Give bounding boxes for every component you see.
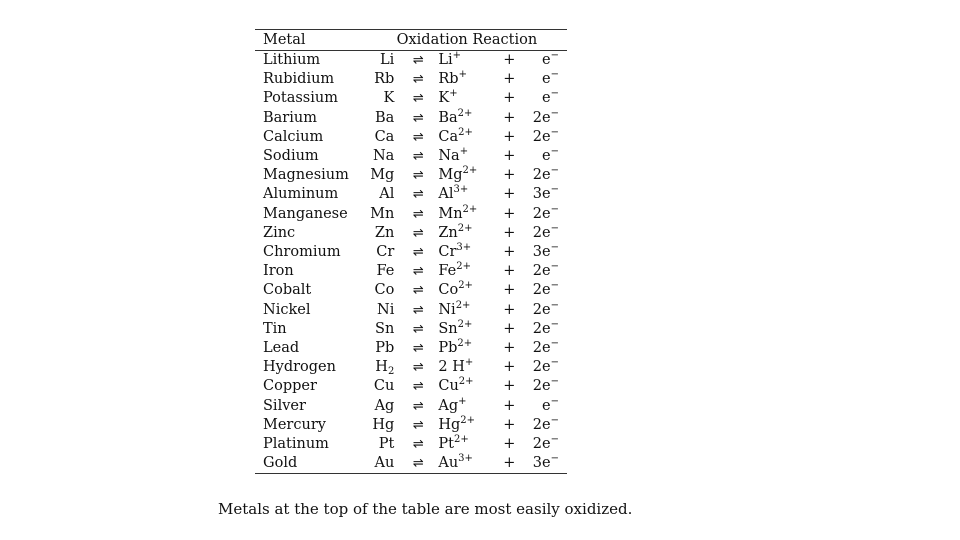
equilibrium-arrow-icon: ⇌ — [412, 225, 424, 241]
electron-count: 2e — [532, 359, 551, 376]
table-row — [255, 166, 567, 185]
oxidation-table — [255, 29, 567, 474]
metal-symbol — [367, 128, 401, 147]
metal-name: Nickel — [263, 301, 311, 318]
ion-charge: 2+ — [460, 414, 476, 426]
electron-charge: − — [550, 107, 559, 119]
ion — [436, 109, 496, 128]
metal-symbol — [367, 166, 401, 185]
ion-base: Ag — [438, 397, 459, 414]
table-row — [255, 147, 567, 166]
metal-name: Copper — [263, 378, 317, 395]
ion — [436, 166, 496, 185]
ion-base: Li — [438, 52, 453, 68]
table-header-row — [255, 30, 567, 51]
electron-charge: − — [550, 357, 559, 369]
table-row — [255, 281, 567, 300]
symbol-text: Au — [374, 455, 395, 472]
symbol-text: Rb — [374, 71, 395, 88]
equilibrium-arrow-icon: ⇌ — [412, 168, 424, 184]
electron-count: 3e — [532, 455, 551, 472]
electrons — [522, 262, 567, 281]
plus-sign: + — [503, 320, 516, 337]
electron-charge: − — [550, 299, 559, 311]
metal-symbol — [367, 70, 401, 89]
table-row — [255, 51, 567, 71]
electron-charge: − — [550, 261, 559, 273]
symbol-text: Fe — [376, 263, 395, 280]
plus-sign: + — [503, 359, 516, 376]
symbol-text: K — [383, 90, 395, 107]
ion-base: Na — [438, 148, 460, 165]
ion-charge: 2+ — [453, 434, 469, 446]
metal-name: Magnesium — [263, 167, 349, 184]
ion — [436, 435, 496, 454]
electron-charge: − — [550, 395, 559, 407]
plus-sign: + — [503, 128, 516, 145]
electrons — [522, 281, 567, 300]
metal-name: Cobalt — [263, 282, 312, 299]
ion-charge: 3+ — [458, 453, 473, 465]
table-row — [255, 70, 567, 89]
table-row — [255, 339, 567, 358]
plus-sign: + — [503, 301, 516, 318]
symbol-text: Ca — [374, 128, 395, 145]
ion — [436, 147, 496, 166]
equilibrium-arrow-icon: ⇌ — [412, 53, 424, 68]
metal-name: Zinc — [263, 224, 296, 241]
ion-base: 2 H — [438, 359, 465, 376]
table-row — [255, 224, 567, 243]
ion — [436, 224, 496, 243]
ion — [436, 454, 496, 474]
metal-name: Silver — [263, 397, 306, 414]
ion — [436, 205, 496, 224]
ion-charge: + — [464, 357, 474, 369]
ion-base: Mn — [438, 205, 463, 222]
equilibrium-arrow-icon: ⇌ — [412, 283, 424, 299]
electron-count: 2e — [532, 282, 551, 299]
plus-sign: + — [503, 90, 516, 107]
plus-sign: + — [503, 282, 516, 299]
table-row — [255, 320, 567, 339]
ion — [436, 89, 496, 108]
electron-charge: − — [550, 203, 559, 215]
metal-symbol — [367, 301, 401, 320]
electron-charge: − — [550, 88, 559, 100]
table-row — [255, 454, 567, 474]
plus-sign: + — [503, 186, 516, 203]
electrons — [522, 358, 567, 377]
ion — [436, 377, 496, 396]
ion — [436, 51, 496, 71]
ion-charge: 2+ — [456, 261, 471, 273]
electrons — [522, 185, 567, 204]
electron-charge: − — [550, 434, 559, 446]
ion-charge: 2+ — [462, 203, 478, 215]
equilibrium-arrow-icon: ⇌ — [400, 454, 436, 474]
ion-base: Rb — [438, 71, 459, 88]
ion-base: Ni — [438, 301, 456, 318]
ion-base: Au — [438, 455, 459, 472]
ion — [436, 416, 496, 435]
electron-count: 2e — [532, 320, 551, 337]
ion — [436, 281, 496, 300]
equilibrium-arrow-icon: ⇌ — [412, 245, 424, 261]
electron-count: e — [542, 71, 551, 88]
metal-name: Hydrogen — [263, 359, 336, 376]
symbol-text: Pt — [378, 436, 395, 453]
electrons — [522, 416, 567, 435]
ion-charge: + — [458, 69, 467, 81]
ion-charge: + — [452, 50, 462, 61]
plus-sign: + — [503, 71, 516, 88]
equilibrium-arrow-icon: ⇌ — [412, 110, 424, 126]
ion-base: K — [438, 90, 450, 107]
ion-charge: 3+ — [453, 184, 469, 196]
table-body — [255, 51, 567, 474]
ion-base: Pt — [438, 436, 454, 453]
electrons — [522, 89, 567, 108]
electron-count: 2e — [532, 224, 551, 241]
electrons — [522, 243, 567, 262]
equilibrium-arrow-icon: ⇌ — [412, 206, 424, 222]
ion-charge: 2+ — [458, 280, 473, 292]
electron-charge: − — [550, 165, 559, 177]
ion-base: Fe — [438, 263, 457, 280]
symbol-text: Mg — [370, 167, 395, 184]
electron-count: 2e — [532, 436, 551, 453]
electron-count: 2e — [532, 378, 551, 395]
electron-charge: − — [550, 184, 559, 196]
ion-charge: + — [458, 395, 467, 407]
electrons — [522, 51, 567, 71]
table-row — [255, 128, 567, 147]
header-metal: Metal — [255, 30, 367, 51]
ion-base: Cu — [438, 378, 459, 395]
symbol-subscript: 2 — [387, 366, 395, 378]
metal-name: Potassium — [263, 90, 338, 107]
electrons — [522, 339, 567, 358]
electron-charge: − — [550, 222, 559, 234]
equilibrium-arrow-icon: ⇌ — [412, 264, 424, 280]
metal-name: Platinum — [263, 436, 329, 453]
ion-charge: 3+ — [456, 242, 472, 254]
electrons — [522, 70, 567, 89]
electrons — [522, 109, 567, 128]
equilibrium-arrow-icon: ⇌ — [412, 379, 424, 395]
equilibrium-arrow-icon: ⇌ — [412, 341, 424, 357]
electron-charge: − — [550, 338, 559, 350]
electron-count: e — [542, 397, 551, 414]
table-row — [255, 243, 567, 262]
ion — [436, 185, 496, 204]
symbol-text: Cr — [376, 244, 395, 261]
metal-symbol — [367, 262, 401, 281]
oxidation-table-container — [255, 29, 567, 474]
metal-name: Lead — [263, 340, 300, 357]
ion — [436, 339, 496, 358]
symbol-text: Hg — [372, 416, 395, 433]
electron-charge: − — [550, 453, 559, 465]
equilibrium-arrow-icon: ⇌ — [412, 437, 424, 453]
ion-charge: 2+ — [457, 107, 473, 119]
metal-name: Calcium — [263, 128, 324, 145]
plus-sign: + — [503, 52, 516, 68]
ion-charge: 2+ — [457, 318, 473, 330]
equilibrium-arrow-icon: ⇌ — [412, 149, 424, 165]
table-row — [255, 435, 567, 454]
ion-base: Mg — [438, 167, 463, 184]
electron-charge: − — [550, 50, 559, 61]
metal-symbol — [367, 185, 401, 204]
electron-count: e — [542, 148, 551, 165]
metal-symbol — [367, 454, 401, 474]
equilibrium-arrow-icon: ⇌ — [412, 91, 424, 107]
metal-symbol — [367, 243, 401, 262]
table-row — [255, 262, 567, 281]
electrons — [522, 224, 567, 243]
metal-name: Tin — [263, 320, 287, 337]
electron-count: 2e — [532, 109, 551, 126]
ion-base: Sn — [438, 320, 458, 337]
ion-base: Ca — [438, 128, 459, 145]
metal-symbol — [367, 435, 401, 454]
table-row — [255, 377, 567, 396]
table-row — [255, 89, 567, 108]
plus-sign: + — [503, 263, 516, 280]
metal-symbol — [367, 109, 401, 128]
equilibrium-arrow-icon: ⇌ — [412, 360, 424, 376]
symbol-text: Ni — [377, 301, 395, 318]
metal-name: Lithium — [263, 52, 321, 68]
metal-name: Mercury — [263, 416, 326, 433]
metal-name: Iron — [263, 263, 294, 280]
metal-symbol — [367, 89, 401, 108]
electron-count: 2e — [532, 416, 551, 433]
table-row — [255, 416, 567, 435]
electron-charge: − — [550, 242, 559, 254]
metal-symbol — [367, 397, 401, 416]
equilibrium-arrow-icon: ⇌ — [412, 398, 424, 414]
metal-name: Chromium — [263, 244, 341, 261]
ion — [436, 128, 496, 147]
electron-charge: − — [550, 376, 559, 388]
electron-count: 2e — [532, 167, 551, 184]
electrons — [522, 377, 567, 396]
plus-sign: + — [503, 340, 516, 357]
electrons — [522, 397, 567, 416]
ion-base: Al — [438, 186, 454, 203]
metal-name: Barium — [263, 109, 317, 126]
caption-text: Metals at the top of the table are most easily oxidized. — [218, 500, 633, 518]
symbol-text: Pb — [375, 340, 395, 357]
ion-charge: 2+ — [457, 222, 473, 234]
ion-base: Cr — [438, 244, 457, 261]
metal-name: Gold — [255, 454, 367, 474]
symbol-text: Sn — [375, 320, 395, 337]
ion-charge: 2+ — [455, 299, 471, 311]
electron-charge: − — [550, 69, 559, 81]
ion-base: Pb — [438, 340, 458, 357]
electrons — [522, 147, 567, 166]
ion — [436, 397, 496, 416]
metal-symbol — [367, 224, 401, 243]
equilibrium-arrow-icon: ⇌ — [412, 129, 424, 145]
metal-symbol — [367, 281, 401, 300]
ion-charge: 2+ — [457, 338, 473, 350]
ion — [436, 243, 496, 262]
symbol-text: Li — [380, 52, 395, 68]
electron-count: 3e — [532, 244, 551, 261]
metal-symbol — [367, 205, 401, 224]
electron-count: e — [542, 90, 551, 107]
plus-sign: + — [503, 148, 516, 165]
electron-count: 2e — [532, 128, 551, 145]
plus-sign: + — [503, 397, 516, 414]
metal-name: Aluminum — [263, 186, 339, 203]
ion — [436, 320, 496, 339]
ion-base: Co — [438, 282, 459, 299]
metal-symbol — [367, 51, 401, 71]
plus-sign: + — [497, 454, 522, 474]
equilibrium-arrow-icon: ⇌ — [412, 417, 424, 433]
electron-count: 2e — [532, 263, 551, 280]
electron-charge: − — [550, 126, 559, 138]
plus-sign: + — [503, 205, 516, 222]
equilibrium-arrow-icon: ⇌ — [412, 72, 424, 88]
table-row — [255, 358, 567, 377]
plus-sign: + — [503, 109, 516, 126]
electron-charge: − — [550, 146, 559, 158]
header-oxidation-reaction: Oxidation Reaction — [367, 30, 567, 51]
symbol-text: Cu — [373, 378, 395, 395]
equilibrium-arrow-icon: ⇌ — [412, 187, 424, 203]
electrons — [522, 205, 567, 224]
ion-base: Hg — [438, 416, 461, 433]
equilibrium-arrow-icon: ⇌ — [412, 302, 424, 318]
plus-sign: + — [503, 244, 516, 261]
plus-sign: + — [503, 416, 516, 433]
plus-sign: + — [503, 378, 516, 395]
metal-name: Rubidium — [263, 71, 335, 88]
electrons — [522, 166, 567, 185]
ion-charge: 2+ — [458, 126, 473, 138]
ion — [436, 301, 496, 320]
electron-charge: − — [550, 414, 559, 426]
electrons — [522, 454, 567, 474]
metal-symbol — [367, 377, 401, 396]
ion-charge: 2+ — [458, 376, 474, 388]
metal-symbol — [367, 320, 401, 339]
symbol-text: H — [375, 359, 388, 376]
plus-sign: + — [503, 167, 516, 184]
symbol-text: Co — [374, 282, 395, 299]
table-row — [255, 109, 567, 128]
electrons — [522, 301, 567, 320]
electron-count: 2e — [532, 340, 551, 357]
symbol-text: Ag — [374, 397, 395, 414]
metal-name: Sodium — [263, 148, 319, 165]
symbol-text: Zn — [374, 224, 395, 241]
symbol-text: Ba — [375, 109, 395, 126]
table-row — [255, 301, 567, 320]
electrons — [522, 435, 567, 454]
metal-symbol — [367, 147, 401, 166]
electron-charge: − — [550, 280, 559, 292]
ion-charge: + — [459, 146, 469, 158]
electron-charge: − — [550, 318, 559, 330]
electron-count: 2e — [532, 301, 551, 318]
ion — [436, 262, 496, 281]
metal-name: Manganese — [263, 205, 348, 222]
metal-symbol — [367, 358, 401, 377]
symbol-text: Na — [372, 148, 395, 165]
ion — [436, 358, 496, 377]
electrons — [522, 128, 567, 147]
electron-count: 2e — [532, 205, 551, 222]
metal-symbol — [367, 416, 401, 435]
ion-charge: + — [449, 88, 458, 100]
ion-charge: 2+ — [462, 165, 478, 177]
symbol-text: Mn — [370, 205, 395, 222]
ion-base: Ba — [438, 109, 458, 126]
electrons — [522, 320, 567, 339]
equilibrium-arrow-icon: ⇌ — [412, 321, 424, 337]
plus-sign: + — [503, 224, 516, 241]
plus-sign: + — [503, 436, 516, 453]
ion — [436, 70, 496, 89]
metal-symbol — [367, 339, 401, 358]
ion-base: Zn — [438, 224, 458, 241]
electron-count: e — [542, 52, 551, 68]
electron-count: 3e — [532, 186, 551, 203]
table-row — [255, 397, 567, 416]
table-row — [255, 205, 567, 224]
symbol-text: Al — [379, 186, 395, 203]
table-row — [255, 185, 567, 204]
